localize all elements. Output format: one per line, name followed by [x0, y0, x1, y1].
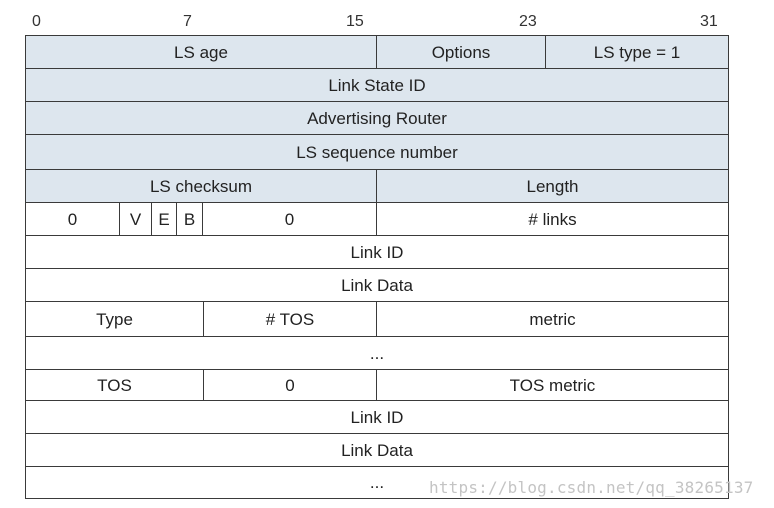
bit-label-7: 7 — [183, 13, 192, 30]
field-link-id: Link ID — [25, 400, 729, 435]
field-link-data: Link Data — [25, 268, 729, 303]
field-ls-sequence-number: LS sequence number — [25, 134, 729, 171]
field-0: 0 — [203, 369, 377, 402]
field-row — [25, 400, 729, 435]
field-type: Type — [25, 301, 204, 338]
field-link-data: Link Data — [25, 433, 729, 468]
field-row — [25, 202, 729, 237]
field-row — [25, 235, 729, 270]
field-advertising-router: Advertising Router — [25, 101, 729, 136]
field-0: 0 — [202, 202, 377, 237]
field-link-state-id: Link State ID — [25, 68, 729, 103]
field-row — [25, 336, 729, 371]
field-row — [25, 134, 729, 171]
field-row — [25, 301, 729, 338]
field-options: Options — [376, 35, 546, 70]
bit-label-31: 31 — [700, 13, 718, 30]
field-ls-checksum: LS checksum — [25, 169, 377, 204]
field-row — [25, 433, 729, 468]
field-metric: metric — [376, 301, 729, 338]
bit-label-15: 15 — [346, 13, 364, 30]
field-row — [25, 369, 729, 402]
field-row — [25, 268, 729, 303]
field-row — [25, 101, 729, 136]
bit-label-0: 0 — [32, 13, 41, 30]
field-row — [25, 169, 729, 204]
field-0: 0 — [25, 202, 120, 237]
field-links: # links — [376, 202, 729, 237]
field-row — [25, 68, 729, 103]
field-tos: # TOS — [203, 301, 377, 338]
field-tos: TOS — [25, 369, 204, 402]
field-tos-metric: TOS metric — [376, 369, 729, 402]
field-ls-age: LS age — [25, 35, 377, 70]
field-e: E — [151, 202, 177, 237]
field-length: Length — [376, 169, 729, 204]
watermark-text: https://blog.csdn.net/qq_38265137 — [429, 478, 754, 497]
field-ellipsis: ... — [25, 466, 729, 499]
field-ls-type-1: LS type = 1 — [545, 35, 729, 70]
field-b: B — [176, 202, 203, 237]
bit-label-23: 23 — [519, 13, 537, 30]
field-row — [25, 35, 729, 70]
field-link-id: Link ID — [25, 235, 729, 270]
field-ellipsis: ... — [25, 336, 729, 371]
field-v: V — [119, 202, 152, 237]
